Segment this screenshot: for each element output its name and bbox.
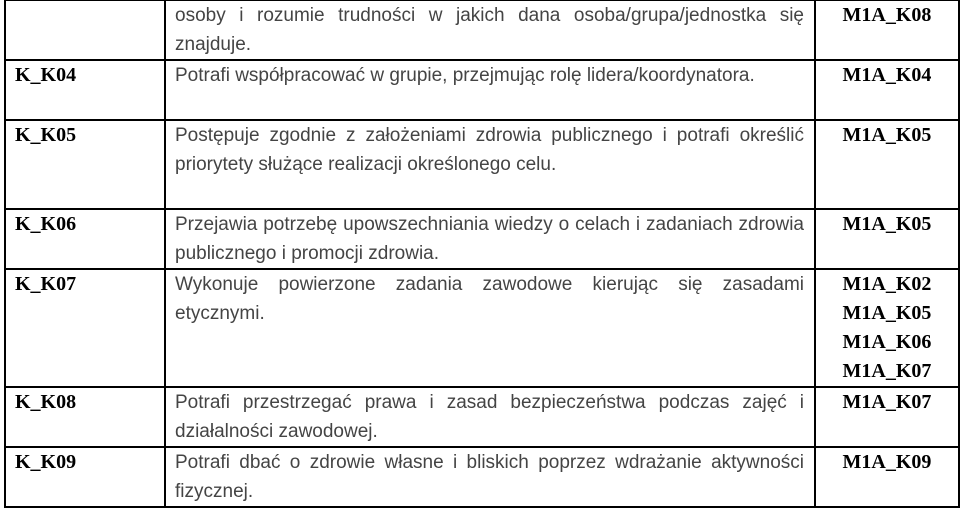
outcome-references [815,447,959,507]
outcome-references [815,0,959,60]
outcome-references [815,209,959,269]
outcome-code: K_K05 [5,120,165,209]
outcome-code: K_K04 [5,60,165,120]
table-row [5,269,959,387]
table-row [5,387,959,447]
reference-code: M1A_K09 [842,451,932,473]
table-row [5,0,959,60]
outcome-references [815,60,959,120]
reference-code: M1A_K07 [842,360,932,382]
outcome-description: Potrafi dbać o zdrowie własne i bliskich poprzez wdrażanie aktywności fizycznej. [165,447,815,507]
outcome-code [5,0,165,60]
learning-outcomes-table [4,0,960,508]
reference-code: M1A_K04 [842,64,932,86]
outcome-references [815,269,959,387]
table-row [5,60,959,120]
outcome-references [815,387,959,447]
reference-code: M1A_K05 [842,302,932,324]
outcome-description: Postępuje zgodnie z założeniami zdrowia publicznego i potrafi określić priorytety służące realizacji określonego celu. [165,120,815,209]
outcome-code: K_K06 [5,209,165,269]
reference-code: M1A_K05 [842,124,932,146]
outcome-description: Potrafi przestrzegać prawa i zasad bezpieczeństwa podczas zajęć i działalności zawodowej. [165,387,815,447]
table-row [5,447,959,507]
reference-code: M1A_K08 [842,4,932,26]
outcome-description: osoby i rozumie trudności w jakich dana osoba/grupa/jednostka się znajduje. [165,0,815,60]
reference-code: M1A_K02 [842,273,932,295]
reference-code: M1A_K07 [842,391,932,413]
outcome-description: Przejawia potrzebę upowszechniania wiedzy o celach i zadaniach zdrowia publicznego i promocji zdrowia. [165,209,815,269]
table-row [5,209,959,269]
table-row [5,120,959,209]
outcome-description: Wykonuje powierzone zadania zawodowe kierując się zasadami etycznymi. [165,269,815,387]
reference-code: M1A_K06 [842,331,932,353]
outcome-code: K_K08 [5,387,165,447]
outcome-code: K_K07 [5,269,165,387]
outcome-code: K_K09 [5,447,165,507]
outcome-description: Potrafi współpracować w grupie, przejmując rolę lidera/koordynatora. [165,60,815,120]
outcome-references [815,120,959,209]
reference-code: M1A_K05 [842,213,932,235]
